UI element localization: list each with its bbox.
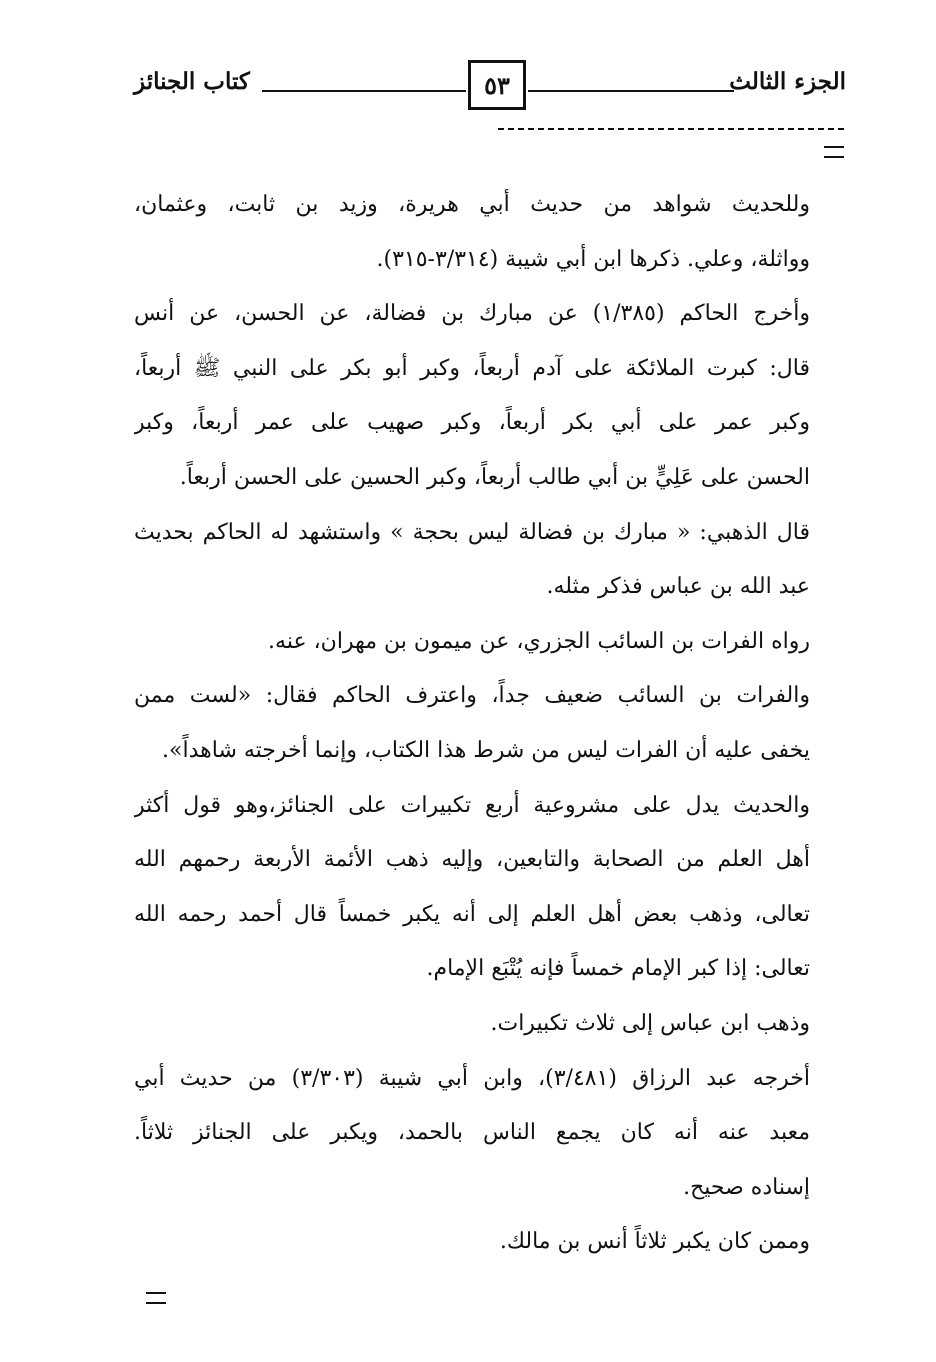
text-line: أهل العلم من الصحابة والتابعين، وإليه ذهب الأئمة الأربعة رحمهم الله xyxy=(134,847,810,873)
text-line: الحسن على عَلِيٍّ بن أبي طالب أربعاً، وكبر الحسين على الحسن أربعاً. xyxy=(179,464,810,490)
text-line: والفرات بن السائب ضعيف جداً، واعترف الحاكم فقال: «لست ممن xyxy=(134,683,810,709)
text-line: رواه الفرات بن السائب الجزري، عن ميمون بن مهران، عنه. xyxy=(268,628,810,654)
header-rule-left xyxy=(262,90,466,92)
text-line: وذهب ابن عباس إلى ثلاث تكبيرات. xyxy=(490,1010,810,1036)
book-part-title: الجزء الثالث xyxy=(729,68,846,95)
dashed-divider xyxy=(498,128,844,130)
text-line: إسناده صحيح. xyxy=(683,1174,810,1200)
running-header xyxy=(134,60,846,120)
text-line: وواثلة، وعلي. ذكرها ابن أبي شيبة (٣/٣١٤-٣١٥). xyxy=(376,246,810,272)
text-line: وأخرج الحاكم (١/٣٨٥) عن مبارك بن فضالة، عن الحسن، عن أنس xyxy=(134,301,810,327)
text-line: وممن كان يكبر ثلاثاً أنس بن مالك. xyxy=(499,1229,810,1255)
section-mark-top xyxy=(824,146,844,158)
text-line: معبد عنه أنه كان يجمع الناس بالحمد، ويكبر على الجنائز ثلاثاً. xyxy=(134,1120,810,1146)
text-line: عبد الله بن عباس فذكر مثله. xyxy=(546,574,810,600)
section-mark-bottom xyxy=(146,1292,166,1304)
text-line: تعالى: إذا كبر الإمام خمساً فإنه يُتْبَع الإمام. xyxy=(426,956,810,982)
header-rule-right xyxy=(528,90,734,92)
text-line: تعالى، وذهب بعض أهل العلم إلى أنه يكبر خمساً قال أحمد رحمه الله xyxy=(134,901,810,927)
text-line: قال الذهبي: « مبارك بن فضالة ليس بحجة » واستشهد له الحاكم بحديث xyxy=(134,519,810,545)
text-line: وكبر عمر على أبي بكر أربعاً، وكبر صهيب على عمر أربعاً، وكبر xyxy=(134,410,810,436)
text-line: يخفى عليه أن الفرات ليس من شرط هذا الكتاب، وإنما أخرجته شاهداً». xyxy=(162,737,810,763)
body-text xyxy=(134,178,810,1270)
chapter-title: كتاب الجنائز xyxy=(134,68,250,95)
page-number-box xyxy=(468,60,526,110)
text-line: والحديث يدل على مشروعية أربع تكبيرات على الجنائز،وهو قول أكثر xyxy=(134,792,810,818)
text-line: أخرجه عبد الرزاق (٣/٤٨١)، وابن أبي شيبة (٣/٣٠٣) من حديث أبي xyxy=(134,1065,810,1091)
text-line: قال: كبرت الملائكة على آدم أربعاً، وكبر أبو بكر على النبي ﷺ أربعاً، xyxy=(134,355,810,381)
page-number: ٥٣ xyxy=(484,70,510,100)
text-line: وللحديث شواهد من حديث أبي هريرة، وزيد بن ثابت، وعثمان، xyxy=(134,192,810,217)
